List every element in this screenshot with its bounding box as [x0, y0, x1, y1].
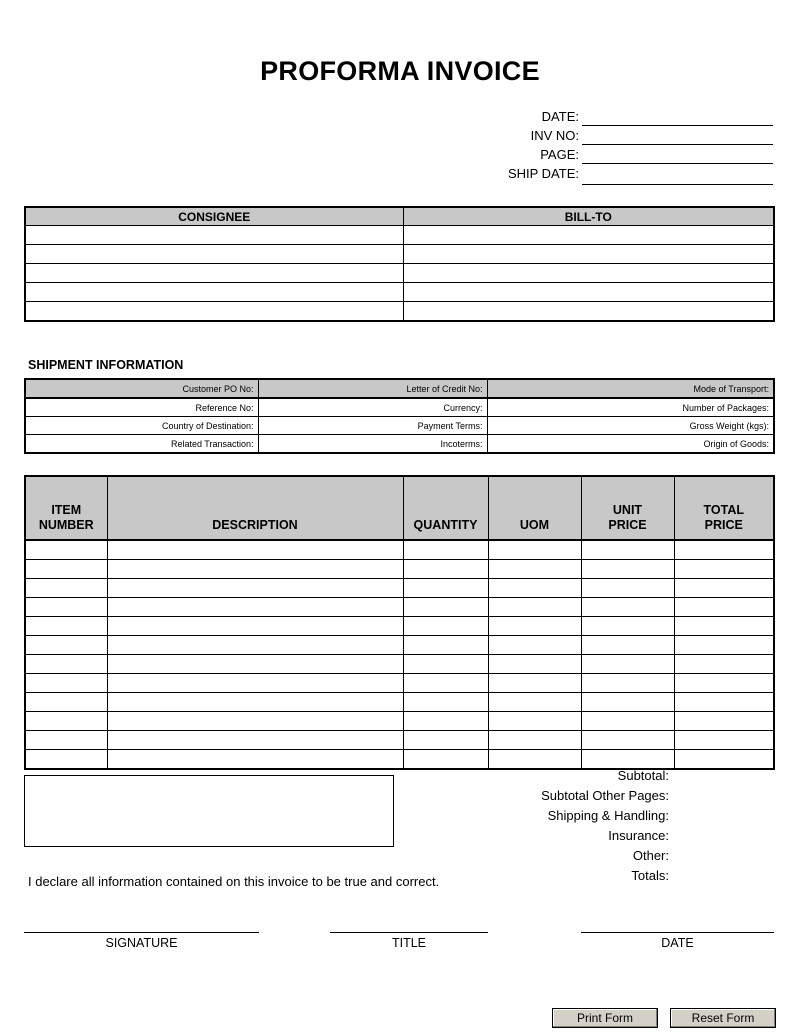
- item-number-cell[interactable]: [25, 579, 107, 598]
- inv-no-label: INV NO:: [530, 128, 579, 143]
- shipment-section-title: SHIPMENT INFORMATION: [28, 358, 184, 372]
- quantity-cell[interactable]: [403, 731, 488, 750]
- total-price-cell[interactable]: [674, 655, 774, 674]
- date-field[interactable]: [582, 125, 773, 126]
- total-price-cell[interactable]: [674, 560, 774, 579]
- item-number-cell[interactable]: [25, 674, 107, 693]
- bill-to-line[interactable]: [403, 283, 774, 302]
- uom-cell[interactable]: [488, 636, 581, 655]
- description-cell[interactable]: [107, 636, 403, 655]
- description-cell[interactable]: [107, 617, 403, 636]
- uom-header: UOM: [488, 476, 581, 540]
- totals-label: Totals:: [631, 868, 669, 883]
- unit-price-cell[interactable]: [581, 731, 674, 750]
- item-number-cell[interactable]: [25, 617, 107, 636]
- incoterms-field[interactable]: Incoterms:: [258, 435, 487, 454]
- customer-po-field[interactable]: Customer PO No:: [25, 379, 258, 398]
- description-cell[interactable]: [107, 712, 403, 731]
- unit-price-cell[interactable]: [581, 655, 674, 674]
- unit-price-cell[interactable]: [581, 693, 674, 712]
- date-line[interactable]: [581, 932, 774, 933]
- print-form-button[interactable]: Print Form: [552, 1008, 658, 1028]
- item-number-header: ITEM NUMBER: [25, 476, 107, 540]
- total-price-header: TOTAL PRICE: [674, 476, 774, 540]
- related-transaction-field[interactable]: Related Transaction:: [25, 435, 258, 454]
- gross-weight-field[interactable]: Gross Weight (kgs):: [487, 417, 774, 435]
- bill-to-header: BILL-TO: [403, 207, 774, 226]
- item-number-cell[interactable]: [25, 540, 107, 560]
- total-price-cell[interactable]: [674, 693, 774, 712]
- total-price-cell[interactable]: [674, 731, 774, 750]
- bill-to-line[interactable]: [403, 245, 774, 264]
- item-number-cell[interactable]: [25, 598, 107, 617]
- title-line[interactable]: [330, 932, 488, 933]
- reset-form-button[interactable]: Reset Form: [670, 1008, 776, 1028]
- bill-to-line[interactable]: [403, 302, 774, 322]
- shipping-handling-label: Shipping & Handling:: [547, 808, 669, 823]
- consignee-line[interactable]: [25, 283, 403, 302]
- total-price-cell[interactable]: [674, 598, 774, 617]
- description-cell[interactable]: [107, 598, 403, 617]
- origin-of-goods-field[interactable]: Origin of Goods:: [487, 435, 774, 454]
- letter-of-credit-field[interactable]: Letter of Credit No:: [258, 379, 487, 398]
- quantity-header: QUANTITY: [403, 476, 488, 540]
- insurance-label: Insurance:: [608, 828, 669, 843]
- item-number-cell[interactable]: [25, 693, 107, 712]
- inv-no-field[interactable]: [582, 144, 773, 145]
- notes-box[interactable]: [24, 775, 394, 847]
- table-row: [25, 264, 774, 283]
- item-number-cell[interactable]: [25, 560, 107, 579]
- uom-cell[interactable]: [488, 731, 581, 750]
- uom-cell[interactable]: [488, 540, 581, 560]
- quantity-cell[interactable]: [403, 674, 488, 693]
- table-row: [25, 560, 774, 579]
- unit-price-cell[interactable]: [581, 540, 674, 560]
- uom-cell[interactable]: [488, 712, 581, 731]
- uom-cell[interactable]: [488, 579, 581, 598]
- unit-price-cell[interactable]: [581, 674, 674, 693]
- quantity-cell[interactable]: [403, 750, 488, 770]
- description-cell[interactable]: [107, 540, 403, 560]
- ship-date-field[interactable]: [582, 184, 773, 185]
- table-row: [25, 598, 774, 617]
- table-row: [25, 435, 774, 454]
- currency-field[interactable]: Currency:: [258, 398, 487, 417]
- signature-label: SIGNATURE: [105, 936, 178, 950]
- description-cell[interactable]: [107, 731, 403, 750]
- consignee-line[interactable]: [25, 226, 403, 245]
- date-label: DATE:: [541, 109, 579, 124]
- table-row: [25, 245, 774, 264]
- description-header: DESCRIPTION: [107, 476, 403, 540]
- table-row: [25, 693, 774, 712]
- page-field[interactable]: [582, 163, 773, 164]
- table-row: [25, 731, 774, 750]
- table-row: [25, 540, 774, 560]
- description-cell[interactable]: [107, 655, 403, 674]
- totals-labels: [541, 766, 669, 886]
- total-price-cell[interactable]: [674, 750, 774, 770]
- country-of-destination-field[interactable]: Country of Destination:: [25, 417, 258, 435]
- uom-cell[interactable]: [488, 617, 581, 636]
- uom-cell[interactable]: [488, 598, 581, 617]
- table-row: [25, 283, 774, 302]
- table-row: [25, 398, 774, 417]
- table-row: [25, 617, 774, 636]
- total-price-cell[interactable]: [674, 540, 774, 560]
- consignee-billto-table: [24, 206, 775, 322]
- description-cell[interactable]: [107, 674, 403, 693]
- reference-no-field[interactable]: Reference No:: [25, 398, 258, 417]
- quantity-cell[interactable]: [403, 693, 488, 712]
- unit-price-cell[interactable]: [581, 617, 674, 636]
- mode-of-transport-field[interactable]: Mode of Transport:: [487, 379, 774, 398]
- quantity-cell[interactable]: [403, 655, 488, 674]
- total-price-cell[interactable]: [674, 617, 774, 636]
- subtotal-label: Subtotal:: [617, 768, 669, 783]
- item-number-cell[interactable]: [25, 636, 107, 655]
- total-price-cell[interactable]: [674, 674, 774, 693]
- total-price-cell[interactable]: [674, 636, 774, 655]
- table-row: [25, 417, 774, 435]
- table-row: [25, 379, 774, 398]
- bill-to-line[interactable]: [403, 226, 774, 245]
- title-label: TITLE: [391, 936, 427, 950]
- quantity-cell[interactable]: [403, 560, 488, 579]
- total-price-cell[interactable]: [674, 712, 774, 731]
- description-cell[interactable]: [107, 560, 403, 579]
- unit-price-cell[interactable]: [581, 598, 674, 617]
- item-number-cell[interactable]: [25, 655, 107, 674]
- shipment-info-table: [24, 378, 775, 454]
- uom-cell[interactable]: [488, 560, 581, 579]
- quantity-cell[interactable]: [403, 579, 488, 598]
- table-row: [25, 302, 774, 322]
- uom-cell[interactable]: [488, 693, 581, 712]
- quantity-cell[interactable]: [403, 598, 488, 617]
- quantity-cell[interactable]: [403, 617, 488, 636]
- consignee-line[interactable]: [25, 245, 403, 264]
- quantity-cell[interactable]: [403, 712, 488, 731]
- uom-cell[interactable]: [488, 674, 581, 693]
- table-row: [25, 674, 774, 693]
- description-cell[interactable]: [107, 693, 403, 712]
- payment-terms-field[interactable]: Payment Terms:: [258, 417, 487, 435]
- declaration-text: I declare all information contained on this invoice to be true and correct.: [28, 874, 440, 889]
- ship-date-label: SHIP DATE:: [507, 166, 579, 181]
- consignee-header: CONSIGNEE: [25, 207, 403, 226]
- total-price-cell[interactable]: [674, 579, 774, 598]
- date-label-bottom: DATE: [661, 936, 694, 950]
- unit-price-cell[interactable]: [581, 636, 674, 655]
- item-number-cell[interactable]: [25, 750, 107, 770]
- description-cell[interactable]: [107, 579, 403, 598]
- table-row: [25, 712, 774, 731]
- consignee-line[interactable]: [25, 264, 403, 283]
- table-row: [25, 636, 774, 655]
- quantity-cell[interactable]: [403, 636, 488, 655]
- number-of-packages-field[interactable]: Number of Packages:: [487, 398, 774, 417]
- unit-price-header: UNIT PRICE: [581, 476, 674, 540]
- unit-price-cell[interactable]: [581, 560, 674, 579]
- page-label: PAGE:: [540, 147, 579, 162]
- table-row: [25, 655, 774, 674]
- table-row: [25, 579, 774, 598]
- item-number-cell[interactable]: [25, 731, 107, 750]
- quantity-cell[interactable]: [403, 540, 488, 560]
- unit-price-cell[interactable]: [581, 579, 674, 598]
- bill-to-line[interactable]: [403, 264, 774, 283]
- consignee-line[interactable]: [25, 302, 403, 322]
- page-title: PROFORMA INVOICE: [260, 56, 540, 86]
- line-items-table: [24, 475, 775, 770]
- unit-price-cell[interactable]: [581, 712, 674, 731]
- item-number-cell[interactable]: [25, 712, 107, 731]
- signature-line[interactable]: [24, 932, 259, 933]
- other-label: Other:: [632, 848, 669, 863]
- description-cell[interactable]: [107, 750, 403, 770]
- table-row: [25, 226, 774, 245]
- subtotal-other-pages-label: Subtotal Other Pages:: [541, 788, 669, 803]
- uom-cell[interactable]: [488, 655, 581, 674]
